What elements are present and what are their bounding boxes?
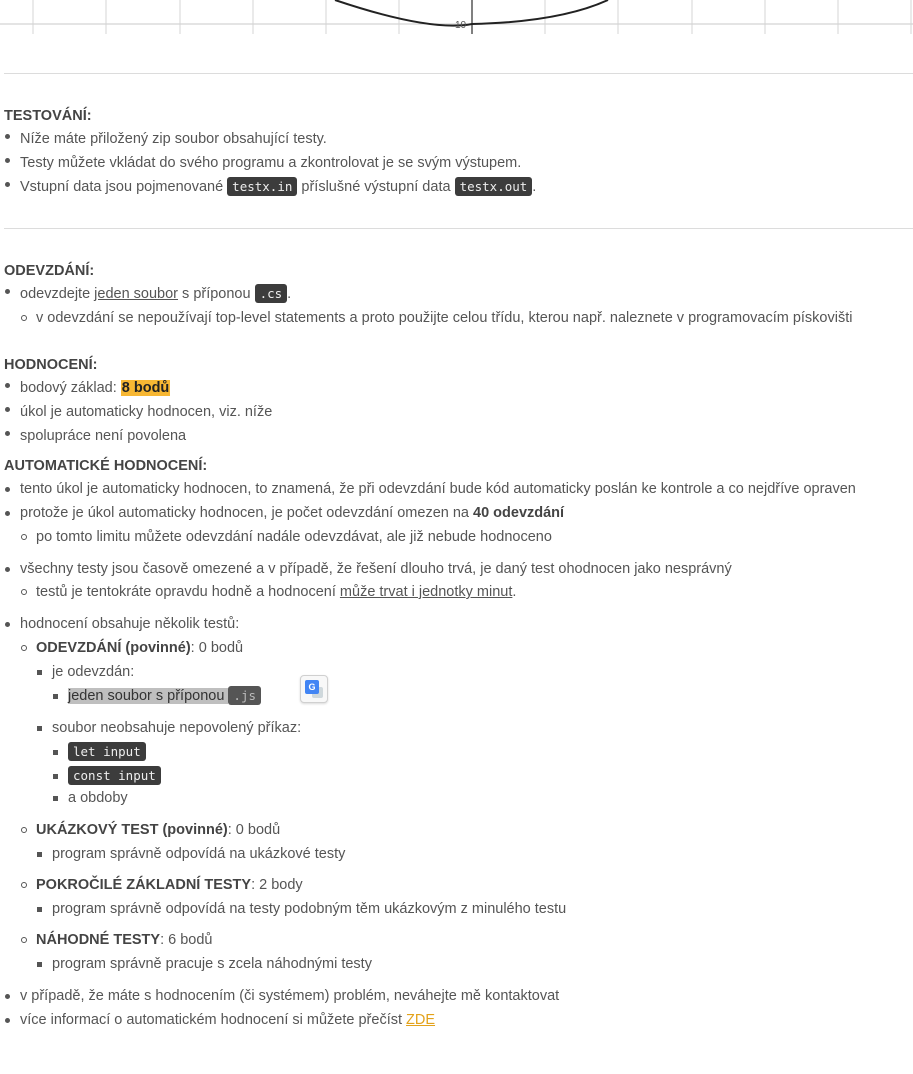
code-js: .js [228,686,261,705]
list-item: POKROČILÉ ZÁKLADNÍ TESTY: 2 body [4,876,904,894]
list-item: Testy můžete vkládat do svého programu a zkontrolovat je se svým výstupem. [4,151,904,175]
divider [4,73,913,74]
list-item: po tomto limitu můžete odevzdání nadále odevzdávat, ale již nebude hodnoceno [4,528,904,546]
translate-button[interactable] [300,675,328,703]
list-item [4,687,904,705]
list-item: více informací o automatickém hodnocení si můžete přečíst ZDE [4,1011,904,1029]
list-item: v případě, že máte s hodnocením (či systémem) problém, neváhejte mě kontaktovat [4,987,904,1005]
list-item [4,767,904,785]
testing-list [4,127,904,199]
list-item: program správně pracuje s zcela náhodnými testy [4,955,904,973]
google-translate-icon: G [305,680,319,694]
list-item: odevzdejte jeden soubor s příponou .cs . [4,282,904,306]
graph-label-10: 10 [455,20,467,31]
divider [4,228,913,229]
auto-grading-section [4,455,904,1029]
code-testx-in: testx.in [227,177,297,196]
code-testx-out: testx.out [455,177,533,196]
more-info-link[interactable]: ZDE [406,1012,436,1028]
list-item: program správně odpovídá na ukázkové testy [4,845,904,863]
list-item: UKÁZKOVÝ TEST (povinné): 0 bodů [4,821,904,839]
grading-section [4,354,904,448]
code-const-input: const input [68,766,161,785]
list-item: Níže máte přiložený zip soubor obsahující testy. [4,127,904,151]
points-badge: 8 bodů [121,380,170,396]
auto-grading-title: AUTOMATICKÉ HODNOCENÍ: [4,458,208,474]
code-let-input: let input [68,742,146,761]
list-item: úkol je automaticky hodnocen, viz. níže [4,400,904,424]
grading-title: HODNOCENÍ: [4,357,98,373]
graph-svg [0,0,913,40]
list-item: a obdoby [4,789,904,807]
list-item: bodový základ: 8 bodů [4,376,904,400]
list-item: spolupráce není povolena [4,424,904,448]
list-item: NÁHODNÉ TESTY: 6 bodů [4,931,904,949]
list-item: je odevzdán: [4,663,904,681]
list-item: program správně odpovídá na testy podobným těm ukázkovým z minulého testu [4,900,904,918]
testing-section [4,105,904,199]
list-item: Vstupní data jsou pojmenované testx.in příslušné výstupní data testx.out . [4,175,904,199]
list-item: v odevzdání se nepoužívají top-level statements a proto použijte celou třídu, kterou např. naleznete v programovacím pískovišti [4,309,904,327]
list-item: tento úkol je automaticky hodnocen, to znamená, že při odevzdání bude kód automaticky poslán ke kontrole a co nejdříve opraven [4,480,904,498]
list-item: soubor neobsahuje nepovolený příkaz: [4,719,904,737]
testing-title: TESTOVÁNÍ: [4,108,92,124]
list-item: hodnocení obsahuje několik testů: [4,615,904,633]
list-item: ODEVZDÁNÍ (povinné): 0 bodů [4,639,904,657]
code-cs: .cs [255,284,288,303]
graph-fragment [0,0,913,40]
list-item [4,743,904,761]
selected-text: jeden soubor s příponou [68,688,229,704]
list-item: protože je úkol automaticky hodnocen, je počet odevzdání omezen na 40 odevzdání [4,504,904,522]
list-item: testů je tentokráte opravdu hodně a hodnocení může trvat i jednotky minut. [4,583,904,601]
submit-section [4,260,904,327]
list-item: všechny testy jsou časově omezené a v případě, že řešení dlouho trvá, je daný test ohodnocen jako nesprávný [4,560,904,578]
submit-title: ODEVZDÁNÍ: [4,263,95,279]
